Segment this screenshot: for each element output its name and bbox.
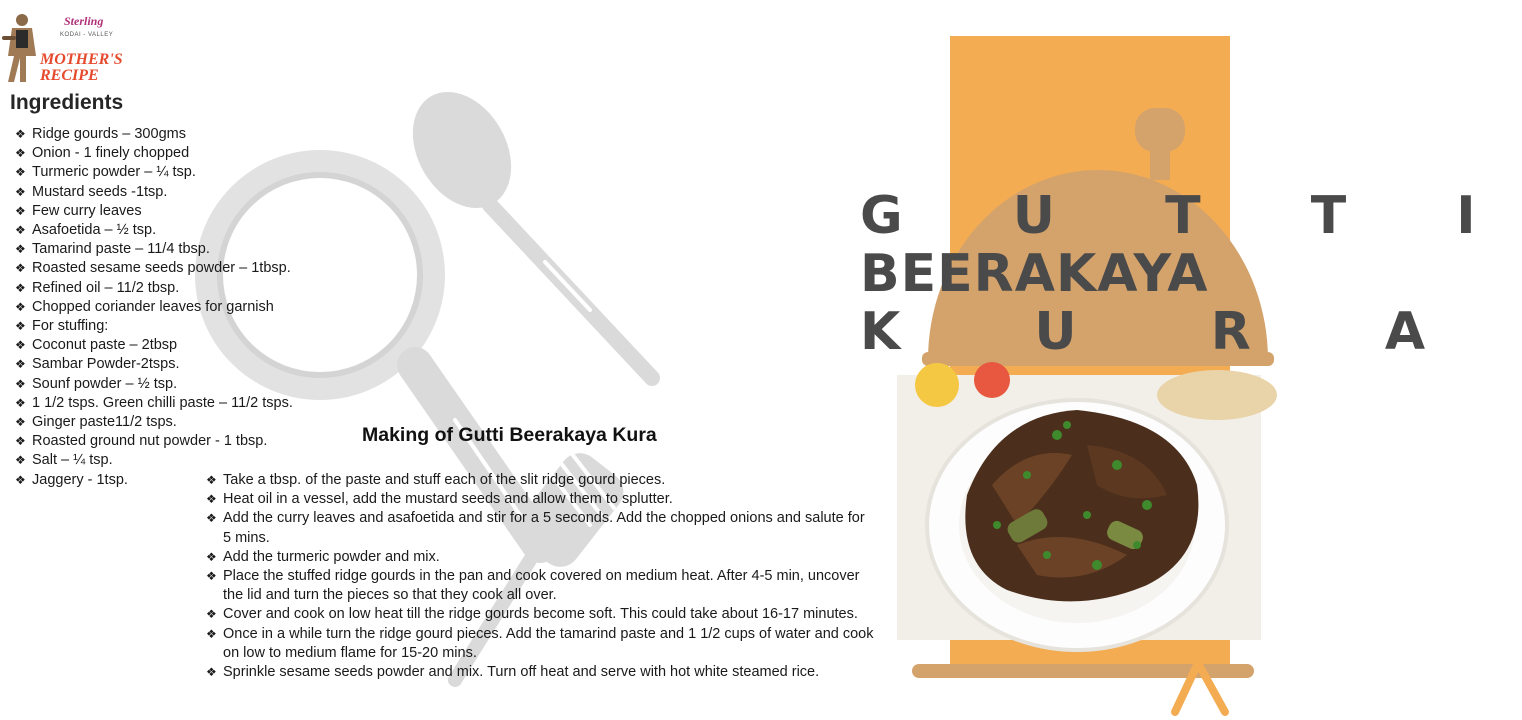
ingredient-item: ❖ Chopped coriander leaves for garnish bbox=[15, 298, 345, 317]
ingredient-item: ❖ Few curry leaves bbox=[15, 202, 345, 221]
title-line-2-text: BEERAKAYA bbox=[860, 244, 1209, 304]
method-step: ❖ Heat oil in a vessel, add the mustard seeds and allow them to splutter. bbox=[206, 490, 876, 509]
dish-photo bbox=[897, 375, 1261, 640]
ingredients-heading: Ingredients bbox=[10, 91, 124, 114]
ingredients-list bbox=[15, 125, 345, 490]
ingredient-item: ❖ Salt – ¼ tsp. bbox=[15, 451, 345, 470]
chef-figure-icon bbox=[0, 12, 40, 84]
method-step: ❖ Cover and cook on low heat till the ridge gourds become soft. This could take about 16-17 minutes. bbox=[206, 605, 876, 624]
ingredient-item: ❖ Roasted ground nut powder - 1 tbsp. bbox=[15, 432, 345, 451]
ingredient-item: ❖ Jaggery - 1tsp. bbox=[15, 471, 345, 490]
method-step: ❖ Add the curry leaves and asafoetida and stir for a 5 seconds. Add the chopped onions and salute for 5 mins. bbox=[206, 509, 876, 547]
logo-title-line1: MOTHER'S bbox=[40, 51, 123, 68]
ingredient-item: ❖ Ginger paste11/2 tsps. bbox=[15, 413, 345, 432]
method-step: ❖ Place the stuffed ridge gourds in the pan and cook covered on medium heat. After 4-5 min, uncover the lid and turn the pieces so that they cook all over. bbox=[206, 567, 876, 605]
ingredient-item: ❖ Tamarind paste – 11/4 tbsp. bbox=[15, 240, 345, 259]
ingredient-item: ❖ Asafoetida – ½ tsp. bbox=[15, 221, 345, 240]
ingredient-item: ❖ Sambar Powder-2tsps. bbox=[15, 355, 345, 374]
logo-subtitle: KODAI - VALLEY bbox=[60, 32, 114, 38]
method-step: ❖ Add the turmeric powder and mix. bbox=[206, 548, 876, 567]
ingredient-item: ❖ Sounf powder – ½ tsp. bbox=[15, 375, 345, 394]
method-step: ❖ Sprinkle sesame seeds powder and mix. Turn off heat and serve with hot white steamed rice. bbox=[206, 663, 876, 682]
title-line-2 bbox=[860, 244, 1208, 304]
method-step: ❖ Once in a while turn the ridge gourd pieces. Add the tamarind paste and 1 1/2 cups of water and cook on low to medium flame for 15-20 mins. bbox=[206, 625, 876, 663]
method-heading: Making of Gutti Beerakaya Kura bbox=[362, 424, 657, 446]
ingredient-item: ❖ 1 1/2 tsps. Green chilli paste – 11/2 tsps. bbox=[15, 394, 345, 413]
title-line-3 bbox=[860, 302, 1483, 362]
ingredient-item: ❖ Turmeric powder – ¼ tsp. bbox=[15, 163, 345, 182]
ingredient-item: ❖ Roasted sesame seeds powder – 1tbsp. bbox=[15, 259, 345, 278]
dish-photo-image bbox=[897, 375, 1261, 640]
method-step: ❖ Take a tbsp. of the paste and stuff each of the slit ridge gourd pieces. bbox=[206, 471, 876, 490]
method-steps-list bbox=[206, 471, 876, 682]
logo-brand: Sterling bbox=[64, 14, 104, 28]
title-line-1-text: G U T T I bbox=[860, 186, 1522, 246]
ingredient-item: ❖ Onion - 1 finely chopped bbox=[15, 144, 345, 163]
logo-title-line2: RECIPE bbox=[40, 67, 99, 84]
title-line-1 bbox=[860, 186, 1522, 246]
ingredient-item: ❖ Mustard seeds -1tsp. bbox=[15, 183, 345, 202]
logo-title bbox=[40, 52, 150, 84]
ingredient-item: ❖ Refined oil – 11/2 tbsp. bbox=[15, 279, 345, 298]
title-line-3-text: K U R A bbox=[860, 302, 1484, 362]
ingredient-item: ❖ For stuffing: bbox=[15, 317, 345, 336]
ingredient-item: ❖ Coconut paste – 2tbsp bbox=[15, 336, 345, 355]
ingredient-item: ❖ Ridge gourds – 300gms bbox=[15, 125, 345, 144]
